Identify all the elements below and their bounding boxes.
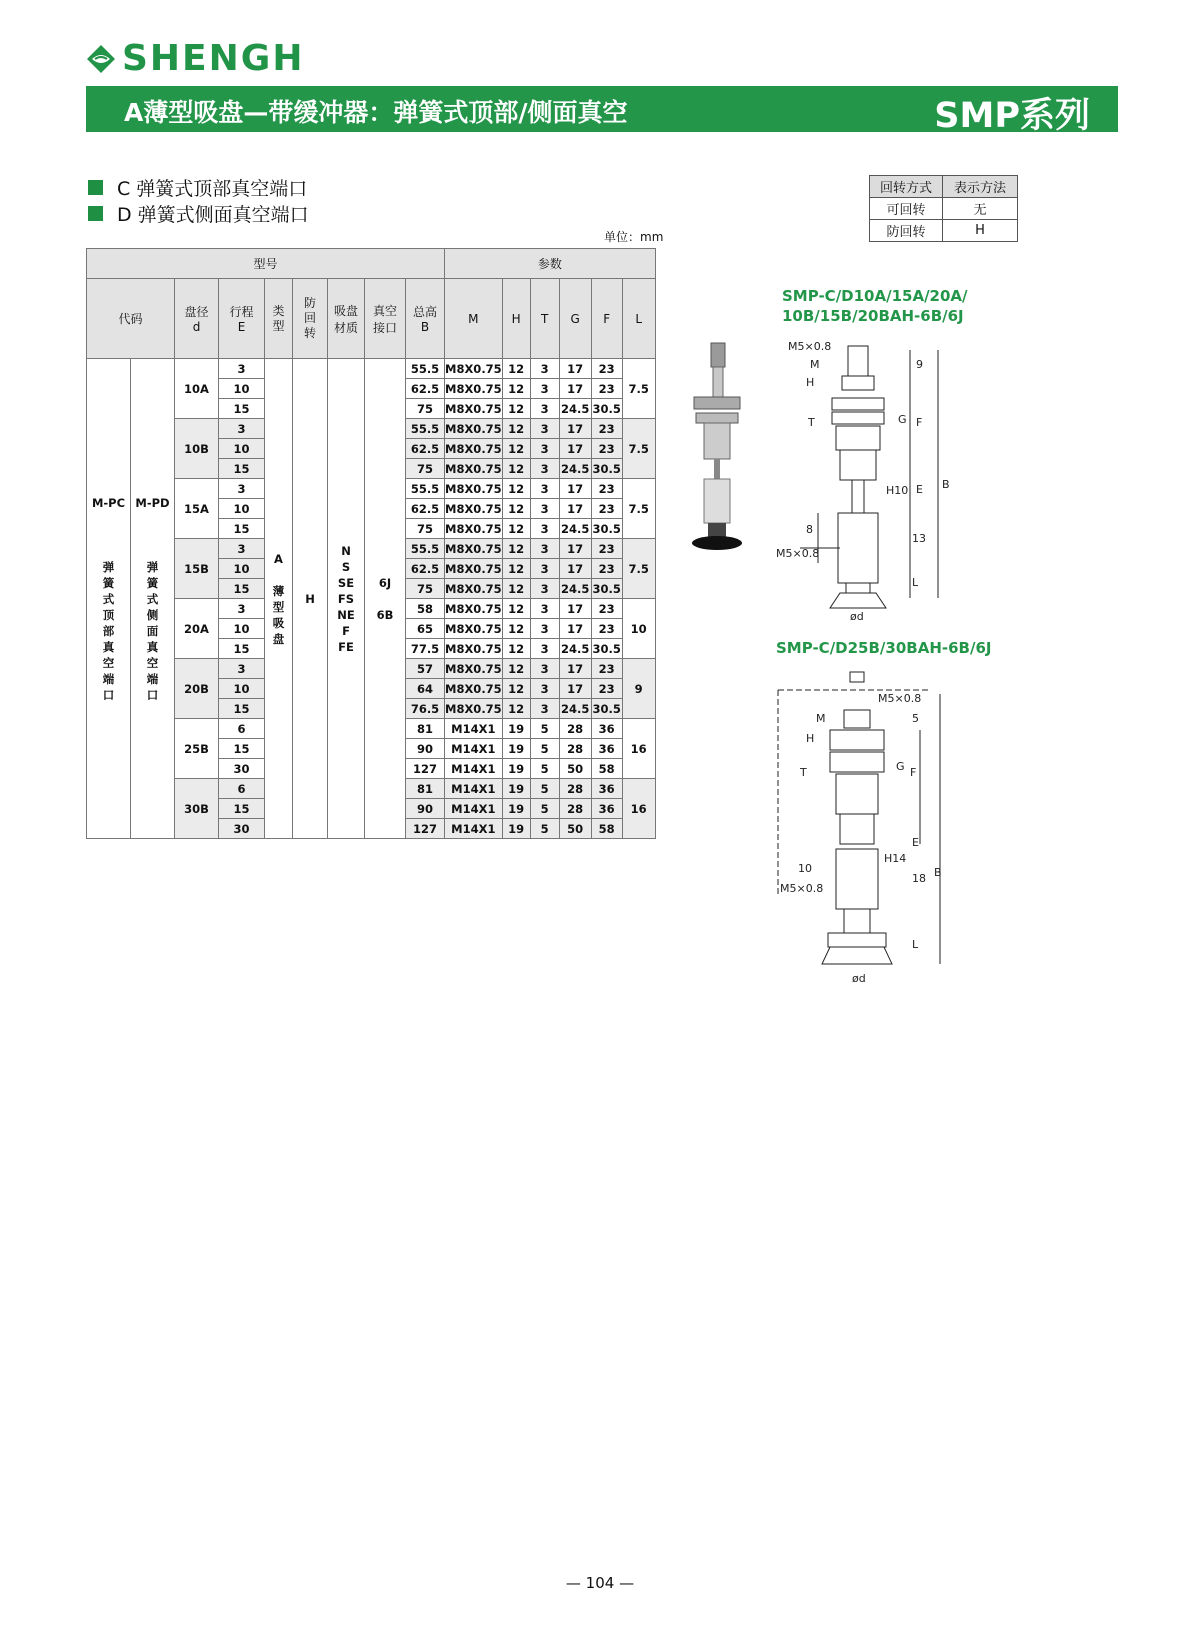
table-cell: 3 — [219, 359, 265, 379]
table-cell: 3 — [530, 539, 559, 559]
table-cell: 10B — [175, 419, 219, 479]
table-cell: 12 — [502, 359, 530, 379]
col-header: L — [622, 279, 655, 359]
diagram1-label: 8 — [806, 523, 813, 536]
table-cell: 3 — [219, 659, 265, 679]
diagram1-label: T — [808, 416, 815, 429]
table-cell: 3 — [219, 479, 265, 499]
table-cell: 23 — [591, 619, 622, 639]
table-cell: 24.5 — [559, 579, 591, 599]
table-cell: 3 — [530, 639, 559, 659]
table-cell: 5 — [530, 719, 559, 739]
table-cell: 15 — [219, 399, 265, 419]
table-cell: 20A — [175, 599, 219, 659]
table-cell: 23 — [591, 479, 622, 499]
table-cell: 55.5 — [406, 539, 445, 559]
page-title: A薄型吸盘—带缓冲器：弹簧式顶部/侧面真空 — [124, 98, 628, 127]
legend-cell: 防回转 — [870, 220, 943, 242]
table-cell: 12 — [502, 379, 530, 399]
table-cell: 12 — [502, 619, 530, 639]
diagram1-label: 13 — [912, 532, 926, 545]
diagram2-label: 5 — [912, 712, 919, 725]
col-header: F — [591, 279, 622, 359]
table-cell: 12 — [502, 579, 530, 599]
table-cell: 23 — [591, 499, 622, 519]
diagram2-label: 18 — [912, 872, 926, 885]
table-cell: 3 — [530, 359, 559, 379]
table-cell: 77.5 — [406, 639, 445, 659]
table-cell: 23 — [591, 679, 622, 699]
table-cell: 10 — [622, 599, 655, 659]
table-cell: 65 — [406, 619, 445, 639]
table-cell: 12 — [502, 519, 530, 539]
col-header: 防 回 转 — [293, 279, 328, 359]
diagram2-label: H — [806, 732, 815, 745]
diagram1-label: H10 — [886, 484, 909, 497]
table-cell: 7.5 — [622, 539, 655, 599]
table-cell: 3 — [530, 579, 559, 599]
table-cell: 3 — [530, 619, 559, 639]
table-cell: 10 — [219, 619, 265, 639]
table-cell: 55.5 — [406, 359, 445, 379]
diagram2-label: G — [896, 760, 905, 773]
diagram2-label: M5×0.8 — [878, 692, 922, 705]
diagram2-label: H14 — [884, 852, 907, 865]
table-cell: 23 — [591, 599, 622, 619]
diagram1-label: 9 — [916, 358, 923, 371]
table-cell: 12 — [502, 459, 530, 479]
table-cell: 76.5 — [406, 699, 445, 719]
table-cell: 15 — [219, 579, 265, 599]
legend-cell: 可回转 — [870, 198, 943, 220]
diagram2-label: B — [934, 866, 942, 879]
col-header: 总高 B — [406, 279, 445, 359]
col-header: G — [559, 279, 591, 359]
diagram2-label: ød — [852, 972, 866, 985]
table-cell: 23 — [591, 379, 622, 399]
table-cell: 75 — [406, 519, 445, 539]
table-cell: 23 — [591, 419, 622, 439]
table-cell: 19 — [502, 819, 530, 839]
series-title: SMP系列 — [934, 96, 1090, 136]
table-cell: 6 — [219, 719, 265, 739]
table-cell: M8X0.75 — [445, 479, 503, 499]
table-cell: 90 — [406, 739, 445, 759]
bullet-text: C 弹簧式顶部真空端口 — [117, 177, 308, 200]
table-cell: 10 — [219, 499, 265, 519]
table-cell: M14X1 — [445, 759, 503, 779]
table-cell: M8X0.75 — [445, 379, 503, 399]
table-cell: 12 — [502, 439, 530, 459]
table-cell: 12 — [502, 499, 530, 519]
table-cell: 6 — [219, 779, 265, 799]
table-cell: M8X0.75 — [445, 439, 503, 459]
unit-label: 单位：mm — [604, 230, 664, 244]
table-cell: 17 — [559, 419, 591, 439]
table-cell: 75 — [406, 399, 445, 419]
table-cell: 3 — [530, 679, 559, 699]
table-cell: 64 — [406, 679, 445, 699]
table-cell: 12 — [502, 599, 530, 619]
col-header: M — [445, 279, 503, 359]
table-cell: 7.5 — [622, 419, 655, 479]
spec-table — [86, 248, 656, 839]
table-cell: 3 — [530, 399, 559, 419]
table-cell: 12 — [502, 399, 530, 419]
bullet-square-icon — [88, 180, 103, 195]
table-cell: 24.5 — [559, 459, 591, 479]
diagram1-label: M — [810, 358, 820, 371]
table-cell: 3 — [530, 499, 559, 519]
diagram2-label: 10 — [798, 862, 812, 875]
table-cell: M8X0.75 — [445, 599, 503, 619]
diagram1-label: H — [806, 376, 815, 389]
table-cell: 5 — [530, 819, 559, 839]
table-cell: 3 — [530, 599, 559, 619]
table-cell: H — [293, 359, 328, 839]
brand-diamond-icon — [86, 44, 116, 74]
table-cell: M8X0.75 — [445, 359, 503, 379]
col-header: T — [530, 279, 559, 359]
table-cell: 15 — [219, 639, 265, 659]
table-cell: M8X0.75 — [445, 619, 503, 639]
diagram2-label: E — [912, 836, 919, 849]
diagram1-label: F — [916, 416, 923, 429]
col-header: 行程 E — [219, 279, 265, 359]
diagram1-label: ød — [850, 610, 864, 623]
diagram2-label: T — [800, 766, 807, 779]
table-cell: 55.5 — [406, 479, 445, 499]
table-cell: 3 — [530, 379, 559, 399]
table-cell: 30 — [219, 819, 265, 839]
table-cell: 23 — [591, 539, 622, 559]
table-cell: 15 — [219, 699, 265, 719]
table-cell: 12 — [502, 659, 530, 679]
bullet-item — [88, 174, 309, 200]
table-cell: 3 — [530, 439, 559, 459]
table-cell: 5 — [530, 799, 559, 819]
diagram1-drawing — [770, 338, 970, 628]
col-header: 代码 — [87, 279, 175, 359]
col-header: 真空 接口 — [365, 279, 406, 359]
table-cell: 90 — [406, 799, 445, 819]
table-cell: 30.5 — [591, 459, 622, 479]
legend-header: 回转方式 — [870, 176, 943, 198]
table-cell: 30.5 — [591, 699, 622, 719]
table-cell: 7.5 — [622, 359, 655, 419]
table-row — [87, 359, 656, 379]
table-cell: 36 — [591, 799, 622, 819]
diagram1-label: M5×0.8 — [776, 547, 820, 560]
brand-name: SHENGH — [122, 38, 305, 79]
table-cell: 127 — [406, 759, 445, 779]
table-cell: 23 — [591, 559, 622, 579]
table-cell: 10 — [219, 679, 265, 699]
table-cell: 12 — [502, 479, 530, 499]
table-cell: 12 — [502, 539, 530, 559]
table-cell: 17 — [559, 479, 591, 499]
legend-cell: 无 — [943, 198, 1018, 220]
table-cell: 19 — [502, 779, 530, 799]
table-cell: M-PC 弹 簧 式 顶 部 真 空 端 口 — [87, 359, 131, 839]
table-cell: 5 — [530, 739, 559, 759]
table-cell: 3 — [530, 459, 559, 479]
table-cell: 30.5 — [591, 579, 622, 599]
table-cell: 3 — [530, 559, 559, 579]
col-header: 类 型 — [265, 279, 293, 359]
table-cell: 17 — [559, 659, 591, 679]
table-cell: 17 — [559, 379, 591, 399]
table-cell: 28 — [559, 719, 591, 739]
table-cell: 15 — [219, 739, 265, 759]
table-cell: 3 — [530, 659, 559, 679]
diagram1-label: L — [912, 576, 919, 589]
diagram2-label: F — [910, 766, 917, 779]
table-cell: 62.5 — [406, 499, 445, 519]
table-cell: 36 — [591, 779, 622, 799]
table-cell: 17 — [559, 359, 591, 379]
table-cell: M8X0.75 — [445, 539, 503, 559]
bullet-list — [88, 174, 309, 226]
table-cell: 30.5 — [591, 399, 622, 419]
col-header: 盘径 d — [175, 279, 219, 359]
table-cell: 19 — [502, 759, 530, 779]
table-cell: 36 — [591, 719, 622, 739]
table-cell: 3 — [219, 539, 265, 559]
table-cell: 24.5 — [559, 699, 591, 719]
brand-logo — [86, 38, 304, 79]
table-cell: 3 — [530, 419, 559, 439]
table-cell: M14X1 — [445, 779, 503, 799]
page-number: — 104 — — [565, 1574, 635, 1592]
table-cell: M8X0.75 — [445, 679, 503, 699]
legend-header: 表示方法 — [943, 176, 1018, 198]
diagram2-drawing — [770, 664, 970, 994]
table-cell: M8X0.75 — [445, 559, 503, 579]
table-cell: M8X0.75 — [445, 659, 503, 679]
diagram2-title: SMP-C/D25B/30BAH-6B/6J — [776, 639, 992, 657]
table-cell: M8X0.75 — [445, 519, 503, 539]
diagram1-label: M5×0.8 — [788, 340, 832, 353]
table-cell: 23 — [591, 659, 622, 679]
table-cell: M8X0.75 — [445, 459, 503, 479]
diagram1-label: B — [942, 478, 950, 491]
table-cell: 81 — [406, 779, 445, 799]
product-photo — [686, 335, 756, 565]
diagram2-label: M5×0.8 — [780, 882, 824, 895]
table-cell: M8X0.75 — [445, 579, 503, 599]
table-cell: 75 — [406, 579, 445, 599]
col-header: H — [502, 279, 530, 359]
table-cell: 28 — [559, 739, 591, 759]
table-cell: 3 — [219, 419, 265, 439]
bullet-text: D 弹簧式侧面真空端口 — [117, 203, 309, 226]
group-header: 参数 — [445, 249, 656, 279]
table-cell: 3 — [530, 519, 559, 539]
table-cell: 9 — [622, 659, 655, 719]
table-cell: 30 — [219, 759, 265, 779]
diagram1-label: G — [898, 413, 907, 426]
table-cell: 62.5 — [406, 559, 445, 579]
table-cell: 5 — [530, 759, 559, 779]
table-cell: 50 — [559, 819, 591, 839]
table-cell: M14X1 — [445, 739, 503, 759]
table-cell: 12 — [502, 679, 530, 699]
table-cell: 17 — [559, 619, 591, 639]
table-cell: M14X1 — [445, 799, 503, 819]
table-cell: 62.5 — [406, 439, 445, 459]
table-cell: 24.5 — [559, 519, 591, 539]
table-cell: 17 — [559, 599, 591, 619]
table-cell: 15A — [175, 479, 219, 539]
table-cell: 12 — [502, 639, 530, 659]
table-cell: 6J 6B — [365, 359, 406, 839]
table-cell: 58 — [591, 819, 622, 839]
table-cell: 12 — [502, 699, 530, 719]
table-cell: 23 — [591, 359, 622, 379]
table-cell: 19 — [502, 799, 530, 819]
table-cell: 10A — [175, 359, 219, 419]
table-cell: 15 — [219, 459, 265, 479]
table-cell: 58 — [591, 759, 622, 779]
table-cell: M8X0.75 — [445, 399, 503, 419]
table-cell: 81 — [406, 719, 445, 739]
table-cell: 25B — [175, 719, 219, 779]
table-cell: 15B — [175, 539, 219, 599]
table-cell: 7.5 — [622, 479, 655, 539]
diagram2-label: L — [912, 938, 919, 951]
col-header: 吸盘 材质 — [328, 279, 365, 359]
table-cell: M8X0.75 — [445, 419, 503, 439]
legend-cell: H — [943, 220, 1018, 242]
table-cell: 17 — [559, 499, 591, 519]
table-cell: 20B — [175, 659, 219, 719]
table-cell: M8X0.75 — [445, 639, 503, 659]
table-cell: 24.5 — [559, 399, 591, 419]
table-cell: 12 — [502, 419, 530, 439]
table-cell: 62.5 — [406, 379, 445, 399]
bullet-square-icon — [88, 206, 103, 221]
table-cell: 5 — [530, 779, 559, 799]
table-cell: 127 — [406, 819, 445, 839]
table-cell: 75 — [406, 459, 445, 479]
table-cell: 24.5 — [559, 639, 591, 659]
table-cell: 3 — [219, 599, 265, 619]
table-cell: 3 — [530, 479, 559, 499]
table-cell: A 薄 型 吸 盘 — [265, 359, 293, 839]
table-cell: 17 — [559, 559, 591, 579]
diagram2-label: M — [816, 712, 826, 725]
table-cell: 28 — [559, 779, 591, 799]
group-header: 型号 — [87, 249, 445, 279]
table-cell: M8X0.75 — [445, 499, 503, 519]
table-cell: 28 — [559, 799, 591, 819]
table-cell: 58 — [406, 599, 445, 619]
table-cell: 23 — [591, 439, 622, 459]
table-cell: N S SE FS NE F FE — [328, 359, 365, 839]
table-cell: 16 — [622, 779, 655, 839]
title-banner — [86, 86, 1118, 136]
table-cell: 36 — [591, 739, 622, 759]
table-cell: M8X0.75 — [445, 699, 503, 719]
table-cell: M14X1 — [445, 819, 503, 839]
diagram1-label: E — [916, 483, 923, 496]
table-cell: 30.5 — [591, 639, 622, 659]
bullet-item — [88, 200, 309, 226]
table-cell: 17 — [559, 539, 591, 559]
table-cell: 17 — [559, 439, 591, 459]
table-cell: 10 — [219, 439, 265, 459]
table-cell: 50 — [559, 759, 591, 779]
table-cell: 55.5 — [406, 419, 445, 439]
table-cell: 3 — [530, 699, 559, 719]
table-cell: 57 — [406, 659, 445, 679]
table-cell: M-PD 弹 簧 式 侧 面 真 空 端 口 — [131, 359, 175, 839]
table-cell: M14X1 — [445, 719, 503, 739]
table-cell: 10 — [219, 559, 265, 579]
table-cell: 15 — [219, 799, 265, 819]
rotation-legend-table — [869, 175, 1018, 242]
table-cell: 15 — [219, 519, 265, 539]
table-cell: 30B — [175, 779, 219, 839]
table-cell: 17 — [559, 679, 591, 699]
table-cell: 19 — [502, 739, 530, 759]
diagram1-title: SMP-C/D10A/15A/20A/ 10B/15B/20BAH-6B/6J — [782, 287, 968, 325]
table-cell: 12 — [502, 559, 530, 579]
table-cell: 10 — [219, 379, 265, 399]
table-cell: 30.5 — [591, 519, 622, 539]
table-cell: 19 — [502, 719, 530, 739]
table-cell: 16 — [622, 719, 655, 779]
